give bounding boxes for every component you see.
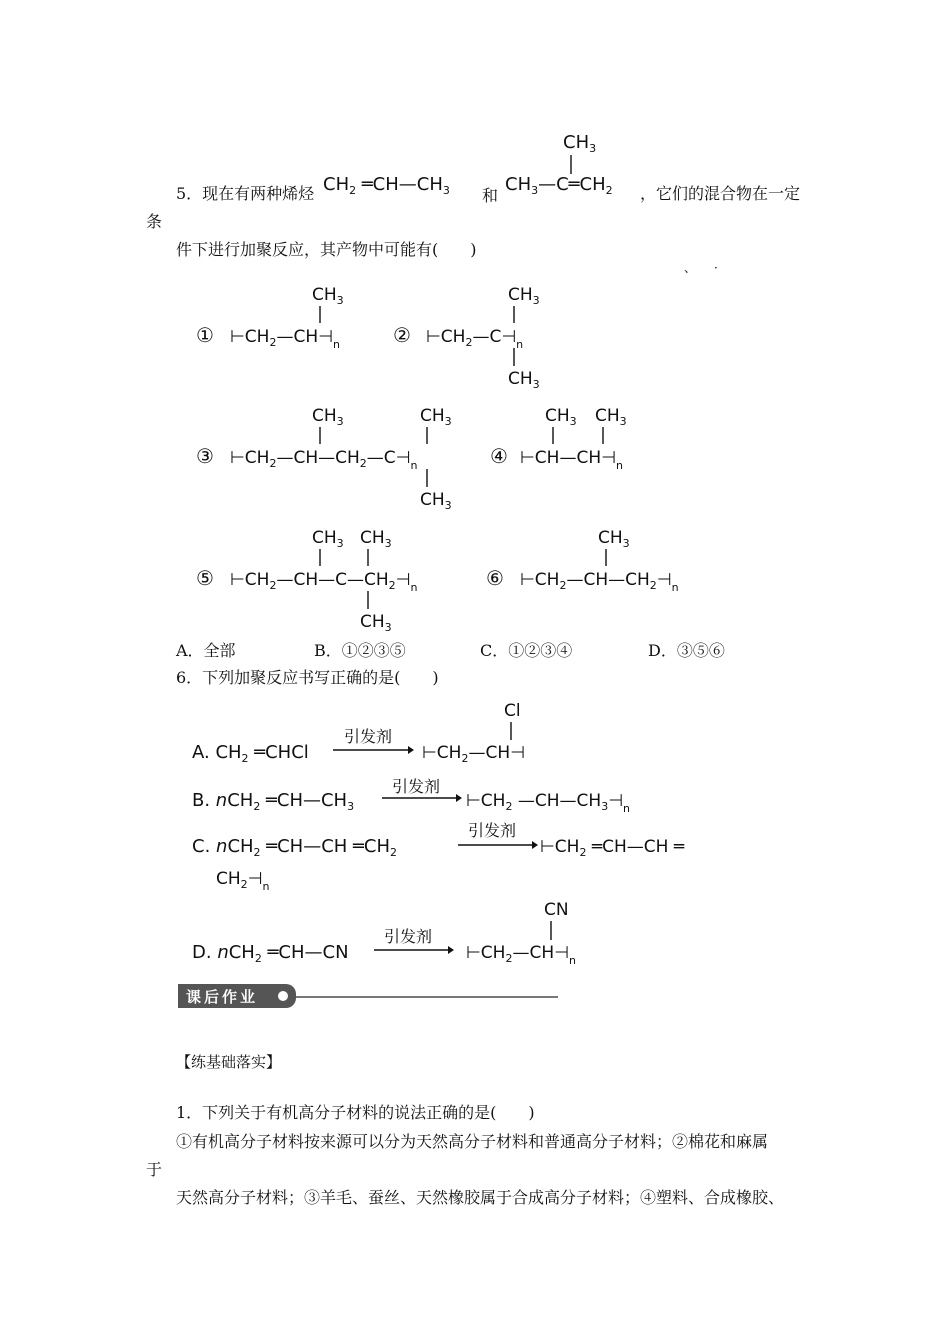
svg-text:D. nCH2 ═CH—CN: D. nCH$_2$ ═CH—CN bbox=[192, 942, 349, 965]
svg-text:引发剂: 引发剂 bbox=[344, 727, 393, 746]
practice-wrap: 于 bbox=[146, 1160, 163, 1179]
svg-text:CH3: $CH_3$ bbox=[545, 406, 577, 428]
svg-text:CH3—C═CH2: $CH_3—C═CH_2$ bbox=[505, 174, 613, 197]
svg-text:CH3: $CH_3$ bbox=[598, 528, 630, 550]
svg-text:CH3: $CH_3$ bbox=[312, 528, 344, 550]
svg-text:CH3: $CH_3$ bbox=[360, 528, 392, 550]
q6-stem: 6．下列加聚反应书写正确的是( ) bbox=[176, 668, 439, 687]
svg-text:⊢CH—CH⊣n: $⊢CH—CH⊣_n$ bbox=[520, 448, 623, 472]
q5-and: 和 bbox=[482, 186, 499, 205]
svg-text:⊢CH2 —CH—CH3⊣n: $⊢CH_2$ $—CH—CH_3⊣_n$ bbox=[466, 791, 630, 815]
svg-text:CH3: $CH_3$ bbox=[508, 369, 540, 391]
q5-suffix: ，它们的混合物在一定 bbox=[640, 184, 801, 203]
q5-wrap: 条 bbox=[146, 212, 163, 231]
practice-line2: 天然高分子材料；③羊毛、蚕丝、天然橡胶属于合成高分子材料；④塑料、合成橡胶、 bbox=[176, 1188, 785, 1207]
structure-label-6: ⑥ bbox=[486, 566, 504, 590]
svg-text:CH2⊣n: $CH_2⊣_n$ bbox=[216, 869, 270, 893]
q5-prefix: 5．现在有两种烯烃 bbox=[176, 184, 315, 203]
svg-text:CH2 ═CH—CH3: $CH_2$ $═CH—CH_3$ bbox=[323, 174, 450, 197]
svg-text:⊢CH2—CH—CH2—C⊣n: $⊢CH_2—CH—CH_2—C⊣_n$ bbox=[230, 448, 418, 472]
svg-text:⊢CH2—CH⊣n: $⊢CH_2—CH⊣_n$ bbox=[466, 943, 576, 967]
svg-text:CH3: $CH_3$ bbox=[312, 406, 344, 428]
svg-text:CH3: $CH_3$ bbox=[420, 490, 452, 512]
structure-label-5: ⑤ bbox=[196, 566, 214, 590]
q5-line2: 件下进行加聚反应，其产物中可能有( ) bbox=[176, 240, 477, 259]
svg-text:Cl: Cl bbox=[504, 701, 521, 721]
svg-text:CH3: $CH_3$ bbox=[420, 406, 452, 428]
q5-option-a: A．全部 bbox=[176, 641, 236, 660]
svg-text:⊢CH2—C⊣n: $⊢CH_2—C⊣_n$ bbox=[426, 327, 524, 351]
svg-text:⊢CH2 ═CH—CH ═: $⊢CH_2$ ═CH—CH ═ bbox=[540, 837, 685, 859]
bullet-icon bbox=[278, 991, 288, 1001]
svg-text:⊢CH2—CH⊣: $⊢CH_2—CH⊣$ bbox=[422, 743, 525, 765]
svg-text:⊢CH2—CH—CH2⊣n: $⊢CH_2—CH—CH_2⊣_n$ bbox=[520, 570, 679, 594]
section-divider bbox=[296, 996, 558, 998]
practice-heading: 【练基础落实】 bbox=[176, 1053, 282, 1071]
svg-text:引发剂: 引发剂 bbox=[392, 777, 441, 796]
structure-label-2: ② bbox=[393, 323, 411, 347]
svg-text:CH3: $CH_3$ bbox=[360, 612, 392, 634]
svg-text:⊢CH2—CH—C—CH2⊣n: $⊢CH_2—CH—C—CH_2⊣_n$ bbox=[230, 570, 418, 594]
svg-text:C. nCH2 ═CH—CH ═CH2: C. nCH$_2$ ═CH—CH $═CH_2$ bbox=[192, 836, 397, 859]
svg-text:引发剂: 引发剂 bbox=[384, 927, 433, 946]
svg-text:引发剂: 引发剂 bbox=[468, 821, 517, 840]
svg-text:CH3: $CH_3$ bbox=[508, 285, 540, 307]
svg-text:CH3: $CH_3$ bbox=[563, 132, 597, 155]
q5-option-c: C．①②③④ bbox=[480, 641, 573, 660]
svg-text:B. nCH2 ═CH—CH3: B. nCH$_2$ $═CH—CH_3$ bbox=[192, 790, 355, 813]
practice-q1: 1．下列关于有机高分子材料的说法正确的是( ) bbox=[176, 1103, 535, 1122]
section-banner bbox=[178, 984, 296, 1008]
svg-text:CN: CN bbox=[544, 900, 569, 920]
practice-line1: ①有机高分子材料按来源可以分为天然高分子材料和普通高分子材料；②棉花和麻属 bbox=[176, 1132, 769, 1151]
q5-option-d: D．③⑤⑥ bbox=[648, 641, 725, 660]
svg-text:A. CH2 ═CHCl: A. $CH_2$ ═CHCl bbox=[192, 742, 309, 765]
section-title: 课后作业 bbox=[186, 988, 259, 1006]
structure-label-3: ③ bbox=[196, 444, 214, 468]
svg-text:CH3: $CH_3$ bbox=[312, 285, 344, 307]
structure-label-1: ① bbox=[196, 323, 214, 347]
svg-text:⊢CH2—CH⊣n: $⊢CH_2—CH⊣_n$ bbox=[230, 327, 340, 351]
structure-label-4: ④ bbox=[490, 444, 508, 468]
q5-marks: 、 · bbox=[684, 261, 718, 275]
q5-option-b: B．①②③⑤ bbox=[314, 641, 406, 660]
svg-text:CH3: $CH_3$ bbox=[595, 406, 627, 428]
